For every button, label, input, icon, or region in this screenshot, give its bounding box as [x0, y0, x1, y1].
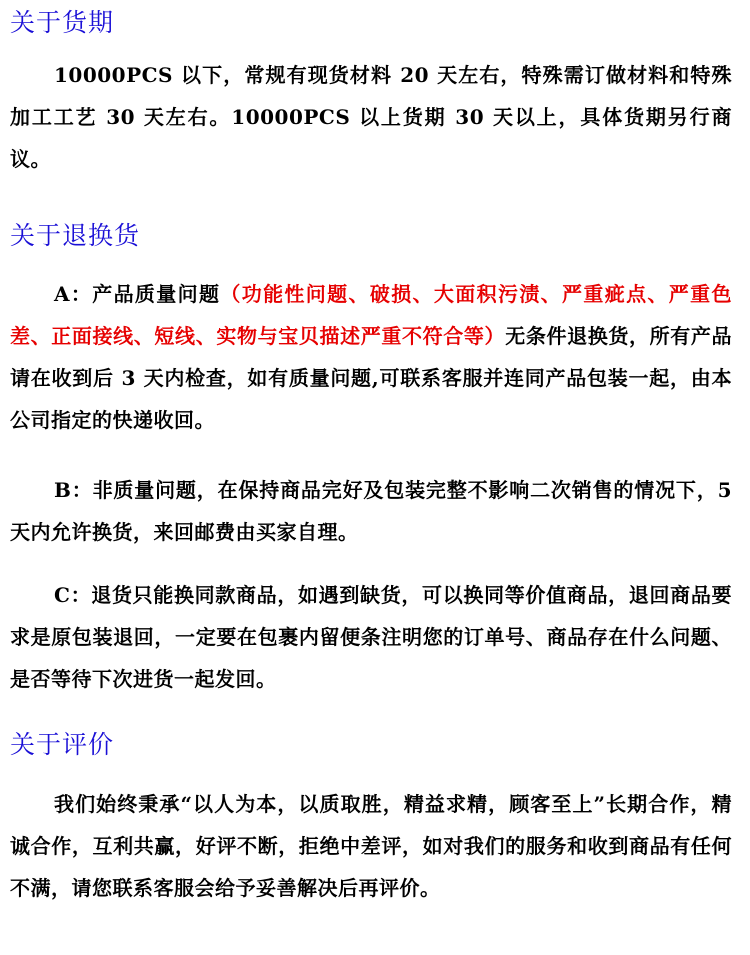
delivery-heading: 关于货期 — [10, 8, 115, 37]
returns-a-prefix: A：产品质量问题 — [54, 282, 221, 306]
returns-heading: 关于退换货 — [10, 221, 141, 250]
returns-paragraph-b: B：非质量问题，在保持商品完好及包装完整不影响二次销售的情况下，5 天内允许换货，来回邮费由买家自理。 — [10, 478, 732, 544]
reviews-paragraph: 我们始终秉承“以人为本，以质取胜，精益求精，顾客至上”长期合作，精诚合作，互利共赢，好评不断，拒绝中差评，如对我们的服务和收到商品有任何不满，请您联系客服会给予妥善解决后再评价。 — [10, 792, 732, 900]
returns-paragraph-c: C：退货只能换同款商品，如遇到缺货，可以换同等价值商品，退回商品要求是原包装退回，一定要在包裹内留便条注明您的订单号、商品存在什么问题、是否等待下次进货一起发回。 — [10, 583, 732, 691]
returns-a-suffix: 无条件退换货，所有产品请在收到后 3 天内检查，如有质量问题,可联系客服并连同产品包装一起，由本公司指定的快递收回。 — [10, 324, 733, 432]
returns-a-highlight: （功能性问题、破损、大面积污渍、严重疵点、严重色差、正面接线、短线、实物与宝贝描述严重不符合等） — [10, 282, 732, 348]
reviews-heading: 关于评价 — [10, 730, 115, 759]
returns-paragraph-a — [10, 273, 732, 441]
delivery-paragraph: 10000PCS 以下，常规有现货材料 20 天左右，特殊需订做材料和特殊加工工艺 30 天左右。10000PCS 以上货期 30 天以上，具体货期另行商议。 — [10, 63, 732, 171]
